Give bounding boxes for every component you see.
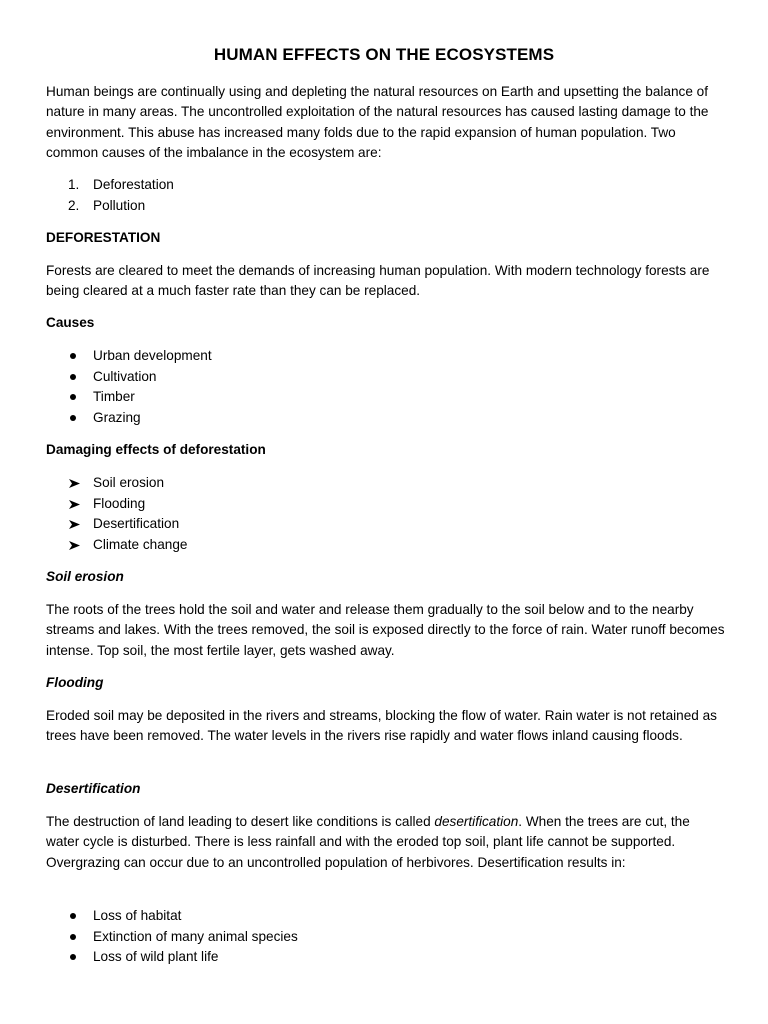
list-item: [0, 387, 768, 408]
flooding-paragraph: Eroded soil may be deposited in the rivers and streams, blocking the flow of water. Rain water is not retained as trees have been removed. The water levels in the rivers rise rapidly and water flows inland causing floods.: [46, 708, 717, 744]
desertification-paragraph: [46, 812, 726, 873]
list-item-text: Climate change: [93, 536, 188, 552]
list-item: [0, 367, 768, 388]
bullet-icon: [70, 954, 76, 960]
list-item: [0, 927, 768, 948]
list-item-text: Loss of wild plant life: [93, 949, 219, 965]
desertification-text: . When the trees are cut, the water cycle is disturbed. There is less rainfall and with the eroded top soil, plant life cannot be supported. Overgrazing can occur due to an uncontrolled population of herbivores. Desertification results in:: [46, 814, 690, 870]
document-title: HUMAN EFFECTS ON THE ECOSYSTEMS: [213, 45, 555, 64]
list-item-text: Urban development: [93, 348, 212, 363]
desertification-term: desertification: [434, 814, 519, 829]
desertification-text: The destruction of land leading to desert like conditions is called: [46, 814, 435, 829]
list-item: [0, 514, 768, 535]
list-number: 2.: [68, 197, 80, 213]
list-item: [0, 494, 768, 515]
list-item-text: Grazing: [93, 409, 141, 425]
deforestation-heading: DEFORESTATION: [46, 230, 161, 245]
list-item-text: Loss of habitat: [93, 908, 182, 923]
list-item: [0, 535, 768, 556]
list-item-text: Desertification: [93, 516, 180, 532]
soil-erosion-heading: Soil erosion: [46, 569, 124, 584]
list-item: [0, 408, 768, 429]
arrow-bullet-icon: [69, 479, 80, 488]
desertification-results-list: [0, 906, 768, 968]
list-item: [0, 175, 768, 196]
flooding-heading: Flooding: [46, 675, 104, 690]
deforestation-paragraph: Forests are cleared to meet the demands of increasing human population. With modern technology forests are being cleared at a much faster rate than they can be replaced.: [46, 263, 710, 299]
bullet-icon: [70, 415, 76, 421]
list-item-text: Timber: [93, 389, 135, 405]
bullet-icon: [70, 394, 76, 400]
list-item-text: Pollution: [93, 197, 146, 213]
arrow-bullet-icon: [69, 500, 80, 509]
causes-bullet-list: [0, 346, 768, 428]
bullet-icon: [70, 934, 76, 940]
list-item: [0, 906, 768, 927]
list-item-text: Soil erosion: [93, 475, 165, 490]
desertification-heading: Desertification: [46, 781, 141, 796]
arrow-bullet-icon: [69, 520, 80, 529]
list-item-text: Flooding: [93, 495, 146, 511]
bullet-icon: [70, 913, 76, 919]
bullet-icon: [70, 353, 76, 359]
soil-erosion-paragraph: The roots of the trees hold the soil and water and release them gradually to the soil below and to the nearby streams and lakes. With the trees removed, the soil is exposed directly to the force of rain. Water runoff becomes intense. Top soil, the most fertile layer, gets washed away.: [46, 602, 725, 658]
list-number: 1.: [68, 177, 80, 192]
list-item: [0, 196, 768, 217]
damaging-effects-list: [0, 473, 768, 555]
list-item: [0, 346, 768, 367]
list-item: [0, 947, 768, 968]
list-item-text: Extinction of many animal species: [93, 928, 298, 944]
damaging-effects-heading: Damaging effects of deforestation: [46, 442, 266, 457]
list-item: [0, 473, 768, 494]
bullet-icon: [70, 374, 76, 380]
intro-paragraph: Human beings are continually using and depleting the natural resources on Earth and upsetting the balance of nature in many areas. The uncontrolled exploitation of the natural resources has caused lasting damage to the environment. This abuse has increased many folds due to the rapid expansion of human population. Two common causes of the imbalance in the ecosystem are:: [46, 84, 709, 161]
causes-heading: Causes: [46, 315, 95, 330]
list-item-text: Cultivation: [93, 368, 157, 384]
causes-numbered-list: [0, 175, 768, 216]
arrow-bullet-icon: [69, 541, 80, 550]
list-item-text: Deforestation: [93, 177, 174, 192]
